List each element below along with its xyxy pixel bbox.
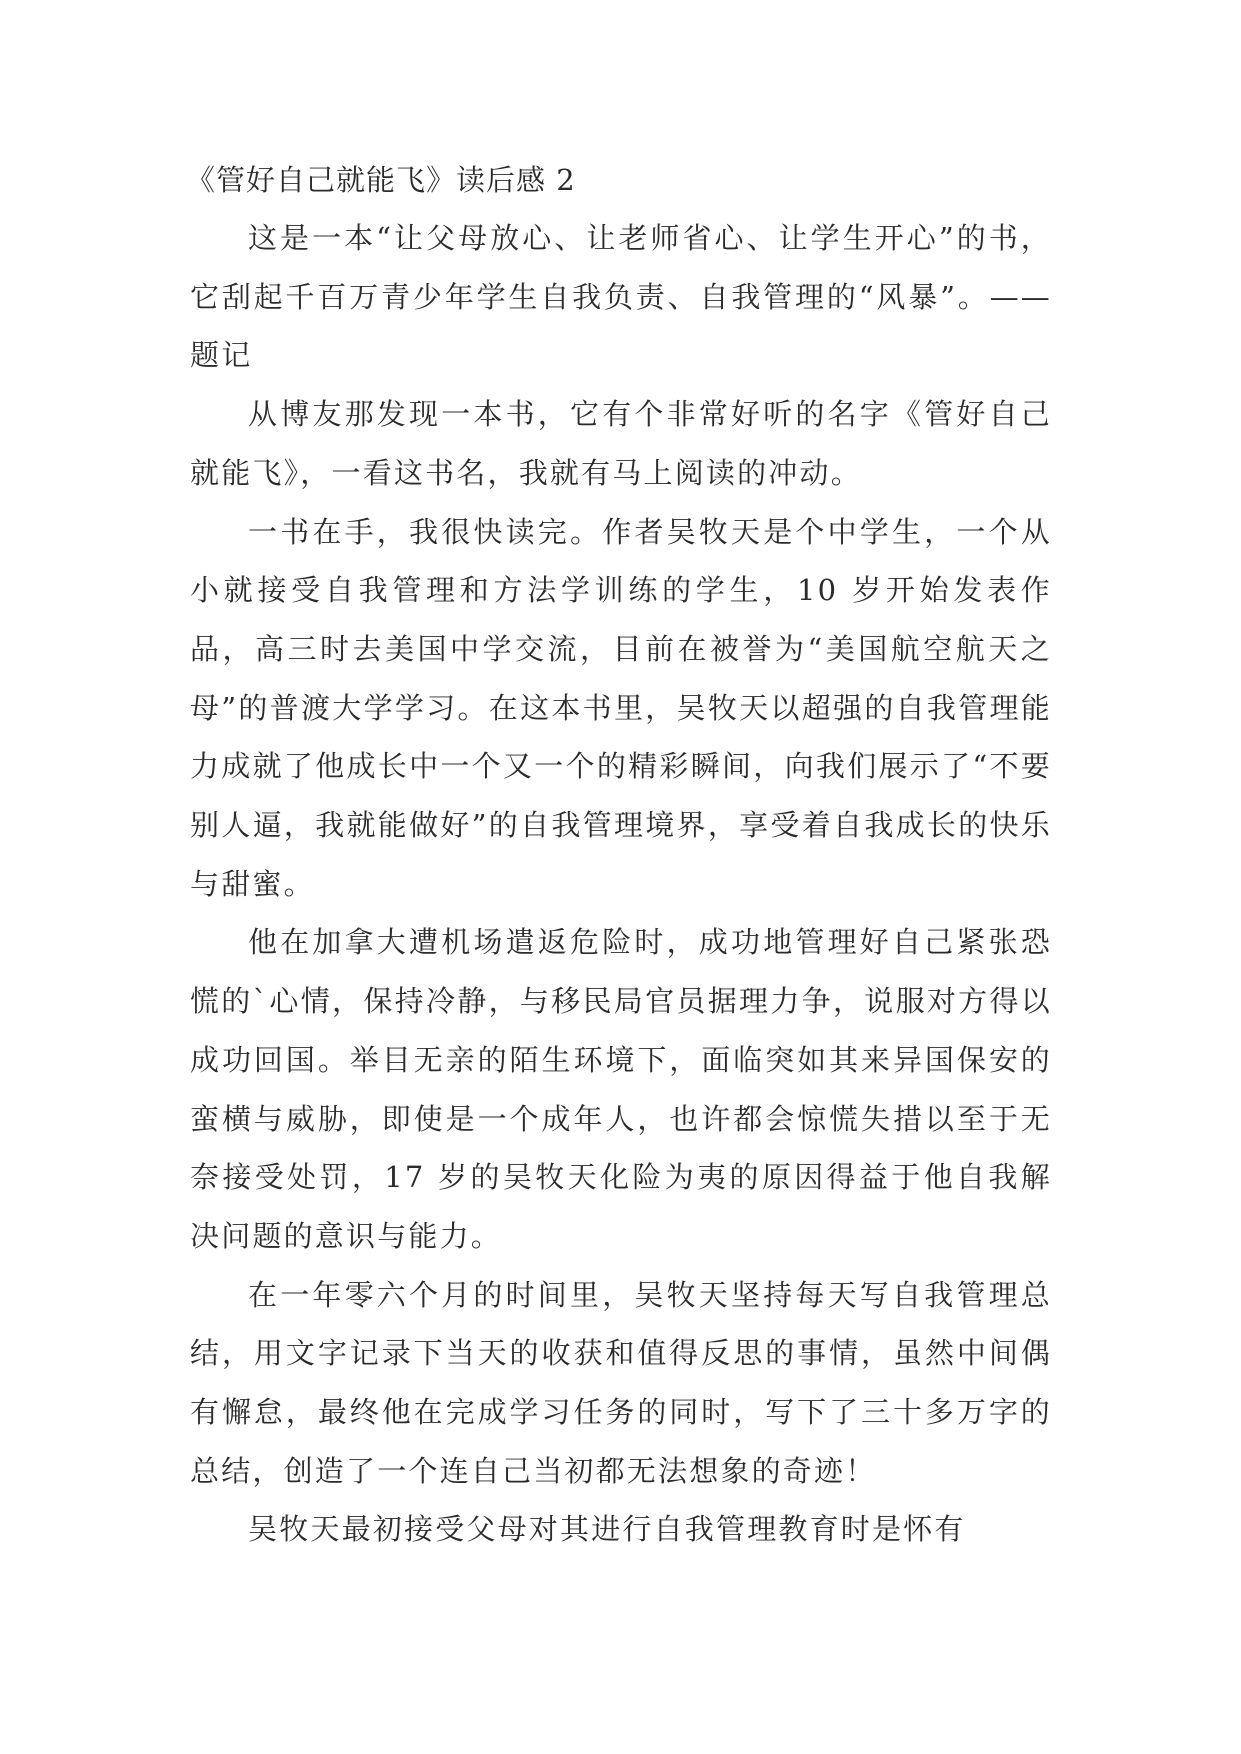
document-page [186, 160, 1052, 1559]
paragraph-4: 他在加拿大遭机场遣返危险时，成功地管理好自己紧张恐慌的`心情，保持冷静，与移民局官员据理力争，说服对方得以成功回国。举目无亲的陌生环境下，面临突如其来异国保安的蛮横与威胁，即使是一个成年人，也许都会惊慌失措以至于无奈接受处罚，17 岁的吴牧天化险为夷的原因得益于他自我解决问题的意识与能力。 [190, 925, 1052, 1253]
paragraph-6: 吴牧天最初接受父母对其进行自我管理教育时是怀有 [248, 1512, 966, 1547]
document-title: 《管好自己就能飞》读后感 2 [186, 163, 576, 197]
paragraph-3: 一书在手，我很快读完。作者吴牧天是个中学生，一个从小就接受自我管理和方法学训练的学生，10 岁开始发表作品，高三时去美国中学交流，目前在被誉为“美国航空航天之母”的普渡大学学习。在这本书里，吴牧天以超强的自我管理能力成就了他成长中一个又一个的精彩瞬间，向我们展示了“不要别人逼，我就能做好”的自我管理境界，享受着自我成长的快乐与甜蜜。 [190, 514, 1052, 901]
paragraph-1: 这是一本“让父母放心、让老师省心、让学生开心”的书，它刮起千百万青少年学生自我负责、自我管理的“风暴”。——题记 [190, 221, 1052, 373]
paragraph-2: 从博友那发现一本书，它有个非常好听的名字《管好自己就能飞》，一看这书名，我就有马上阅读的冲动。 [190, 397, 1052, 490]
paragraph-5: 在一年零六个月的时间里，吴牧天坚持每天写自我管理总结，用文字记录下当天的收获和值得反思的事情，虽然中间偶有懈怠，最终他在完成学习任务的同时，写下了三十多万字的总结，创造了一个连自己当初都无法想象的奇迹！ [190, 1277, 1052, 1488]
